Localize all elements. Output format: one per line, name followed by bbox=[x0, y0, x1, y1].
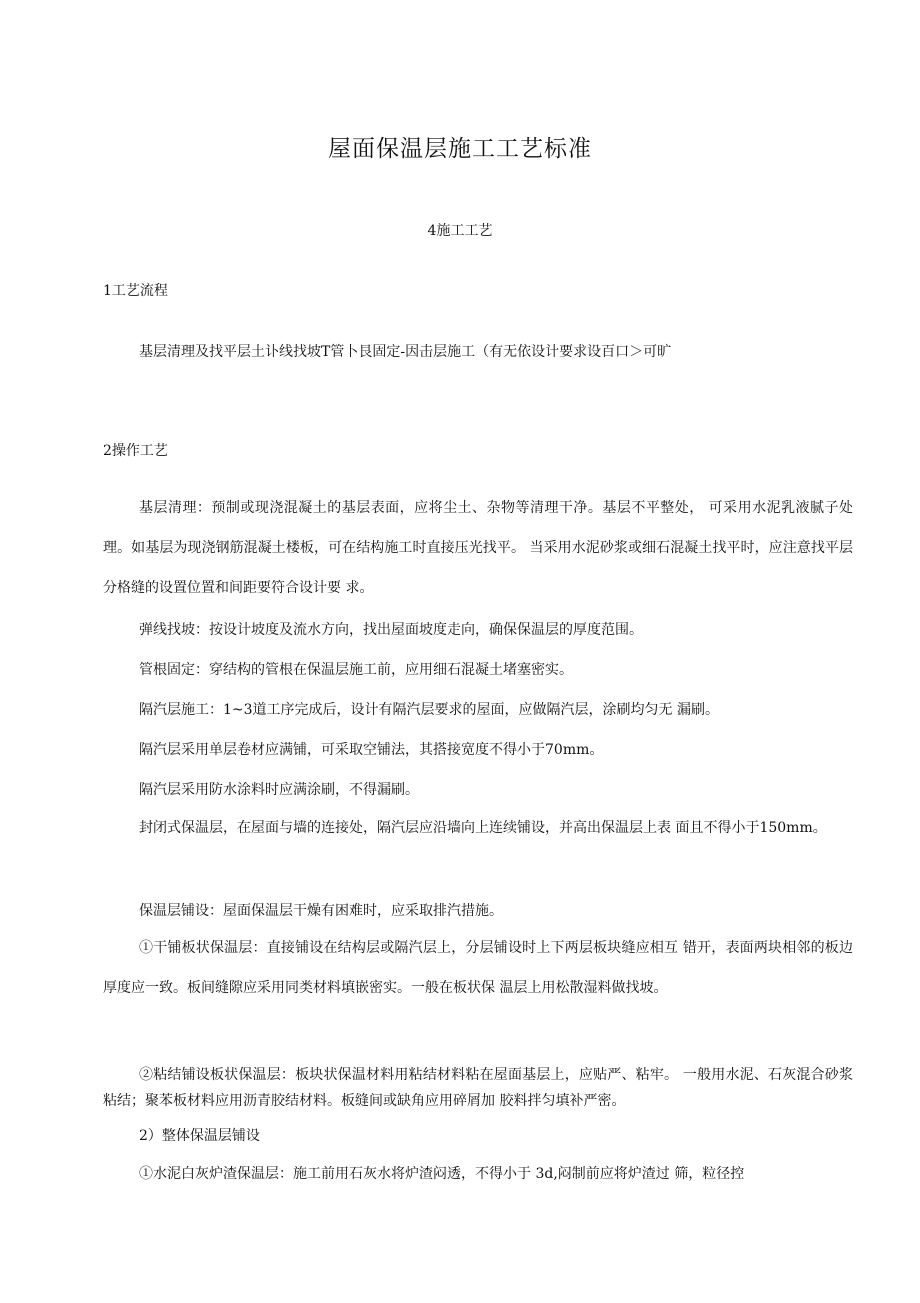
paragraph-slag-insulation: ①水泥白灰炉渣保温层：施工前用石灰水将炉渣闷透，不得小于 3d,闷制前应将炉渣过 筛，粒径控 bbox=[139, 1166, 745, 1182]
document-title: 屋面保温层施工工艺标准 bbox=[328, 136, 592, 162]
paragraph-vapor-barrier-construction: 隔汽层施工：1~3道工序完成后，设计有隔汽层要求的屋面，应做隔汽层，涂刷均匀无 漏刷。 bbox=[139, 702, 719, 718]
paragraph-dry-laid-board: ①干铺板状保温层：直接铺设在结构层或隔汽层上，分层铺设时上下两层板块缝应相互 错开，表面两块相邻的板边厚度应一致。板间缝隙应采用同类材料填嵌密实。一般在板状保 温层上用松散湿料做找坡。 bbox=[103, 940, 853, 996]
paragraph-pipe-fixing: 管根固定：穿结构的管根在保温层施工前，应用细石混凝土堵塞密实。 bbox=[139, 662, 573, 678]
paragraph-base-cleaning: 基层清理：预制或现浇混凝土的基层表面，应将尘土、杂物等清理干净。基层不平整处， 可采用水泥乳液腻子处理。如基层为现浇钢筋混凝土楼板，可在结构施工时直接压光找平。 当采用水泥砂浆或细石混凝土找平时，应注意找平层分格缝的设置位置和间距要符合设计要 求。 bbox=[103, 500, 853, 596]
paragraph-vapor-barrier-membrane: 隔汽层采用单层卷材应满铺，可采取空铺法，其搭接宽度不得小于70mm。 bbox=[139, 742, 604, 758]
section-heading-operation: 2操作工艺 bbox=[103, 443, 168, 459]
paragraph-monolithic-insulation: 2）整体保温层铺设 bbox=[139, 1128, 260, 1144]
paragraph-closed-insulation: 封闭式保温层，在屋面与墙的连接处，隔汽层应沿墙向上连续铺设，并高出保温层上表 面且不得小于150mm。 bbox=[139, 820, 827, 836]
process-flow-text: 基层清理及找平层土讣线找坡T管卜艮固定-因击层施工（有无依设计要求设百口＞可旷 bbox=[139, 344, 672, 360]
chapter-heading: 4施工工艺 bbox=[427, 223, 493, 239]
paragraph-insulation-laying: 保温层铺设：屋面保温层干燥有困难时，应采取排汽措施。 bbox=[139, 903, 503, 919]
paragraph-vapor-barrier-coating: 隔汽层采用防水涂料时应满涂刷，不得漏刷。 bbox=[139, 782, 419, 798]
paragraph-glued-board: ②粘结铺设板状保温层：板块状保温材料用粘结材料粘在屋面基层上，应贴严、粘牢。 一般用水泥、石灰混合砂浆粘结；聚苯板材料应用沥青胶结材料。板缝间或缺角应用碎屑加 胶料拌匀填补严密。 bbox=[103, 1067, 853, 1109]
section-heading-process-flow: 1工艺流程 bbox=[103, 283, 168, 299]
paragraph-slope-marking: 弹线找坡：按设计坡度及流水方向，找出屋面坡度走向，确保保温层的厚度范围。 bbox=[139, 622, 643, 638]
